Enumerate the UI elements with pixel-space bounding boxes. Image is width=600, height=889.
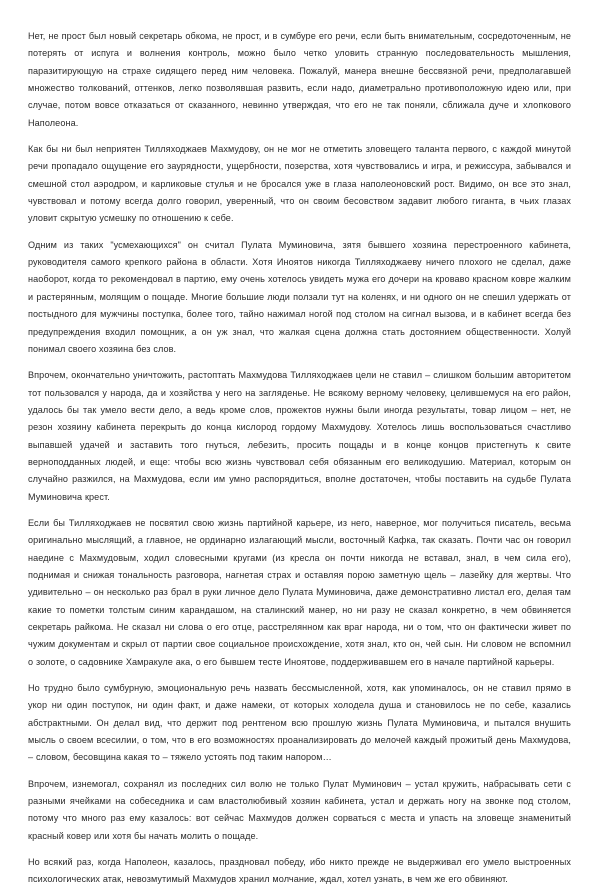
paragraph: Впрочем, окончательно уничтожить, растоптать Махмудова Тилляходжаев цели не ставил – слишком большим авторитетом тот пользовался у народа, да и хозяйства у него на загляденье. Не всякому верному человеку, целившемуся на его район, удалось бы так умело вести дело, а ведь кроме слов, прожектов нужны были иногда результаты, товар лицом – нет, не резон хозяину кабинета перекрыть до конца кислород гордому Махмудову. Хотелось лишь воспользоваться счастливо выпавшей удачей и заставить того гнуться, лебезить, просить пощады и в конце концов пристегнуть к свите верноподданных людей, и еще: чтобы всю жизнь чувствовал себя обязанным его великодушию. Материал, которым он случайно разжился, на Махмудова, если им умно распорядиться, вполне достаточен, чтобы поставить на судьбе Пулата Муминовича крест. xyxy=(28,370,571,502)
paragraph: Впрочем, изнемогал, сохранял из последних сил волю не только Пулат Муминович – устал кружить, набрасывать сети с разными ячейками на собеседника и сам властолюбивый хозяин кабинета, устал и держать ногу на звонке под столом, потому что много раз ему казалось: вот сейчас Махмудов должен сорваться с места и упасть на зловеще знаменитый красный ковер или хотя бы начать молить о пощаде. xyxy=(28,778,571,841)
document-body xyxy=(28,28,571,889)
paragraph: Одним из таких "усмехающихся" он считал Пулата Муминовича, зятя бывшего хозяина перестроенного кабинета, руководителя самого крепкого района в области. Хотя Иноятов никогда Тилляходжаеву ничего плохого не сделал, даже наоборот, когда то рекомендовал в партию, ему очень хотелось увидеть мужа его дочери на кроваво красном ковре жалким и растерянным, молящим о пощаде. Многие большие люди ползали тут на коленях, и ни одного он не спешил удержать от постыдного для мужчины поступка, более того, тайно нажимал ногой под столом на сигнал вызова, и в кабинет всегда без предупреждения входил помощник, а он уж знал, что жалкая сцена должна стать достоянием общественности. Холуй понимал своего хозяина без слов. xyxy=(28,239,571,354)
paragraph: Если бы Тилляходжаев не посвятил свою жизнь партийной карьере, из него, наверное, мог получиться писатель, весьма оригинально мыслящий, а главное, не ординарно излагающий мысли, восточный Кафка, так сказать. Почти час он говорил наедине с Махмудовым, ходил словесными кругами (из кресла он почти никогда не вставал, знал, в чем сила его), поднимая и снижая тональность разговора, нагнетая страх и оставляя порою заметную щель – лазейку для жертвы. Что удивительно – он несколько раз брал в руки личное дело Пулата Муминовича, даже демонстративно листал его, делая там какие то пометки толстым синим карандашом, на сталинский манер, но ни разу не сказал конкретно, в чем обвиняется секретарь райкома. Не сказал ни слова о его отце, расстрелянном как враг народа, ни о том, что он фактически живет по чужим документам и скрыл от партии свое социальное происхождение, хотя знал, кто он, чей сын. Ни словом не вспомнил о золоте, о садовнике Хамракуле ака, о его бывшем тесте Иноятове, поддерживавшем его в начале партийной карьеры. xyxy=(28,517,571,667)
paragraph: Как бы ни был неприятен Тилляходжаев Махмудову, он не мог не отметить зловещего таланта первого, с каждой минутой речи пропадало ощущение его заурядности, ущербности, позерства, хотя чувствовались и игра, и режиссура, забывался и смешной стол аэродром, и карликовые стулья и не бросался уже в глаза наполеоновский рост. Видимо, он все это знал, чувствовал и потому всегда долго говорил, уверенный, что он своим бесовством задавит любого гиганта, в чьих глазах уловит скрытую усмешку по отношению к себе. xyxy=(28,144,571,224)
paragraph: Но всякий раз, когда Наполеон, казалось, праздновал победу, ибо никто прежде не выдерживал его умело выстроенных психологических атак, невозмутимый Махмудов хранил молчание, ждал, хотел узнать, в чем же его обвиняют. xyxy=(28,857,571,885)
paragraph: Но трудно было сумбурную, эмоциональную речь назвать бессмысленной, хотя, как упоминалось, он не ставил прямо в укор ни один поступок, ни один факт, и даже намеки, от которых холодела душа и становилось не по себе, казались абстрактными. Он делал вид, что держит под рентгеном всю прошлую жизнь Пулата Муминовича, и пытался внушить мысль о своем всесилии, о том, что в его возможностях проанализировать до мелочей каждый прожитый день Махмудова, – словом, бесовщина какая то – тяжело устоять под таким напором… xyxy=(28,683,571,763)
paragraph: Нет, не прост был новый секретарь обкома, не прост, и в сумбуре его речи, если быть внимательным, сосредоточенным, не потерять от испуга и волнения контроль, можно было четко уловить странную последовательность мышления, паразитирующую на страхе сидящего перед ним человека. Пожалуй, манера внешне бессвязной речи, предполагавшей множество толкований, оттенков, легко позволявшая развить, если надо, диаметрально противоположную идею или, при случае, потом вовсе отказаться от сказанного, невинно утверждая, что его не так поняли, сближала дуче и хлопкового Наполеона. xyxy=(28,31,571,128)
